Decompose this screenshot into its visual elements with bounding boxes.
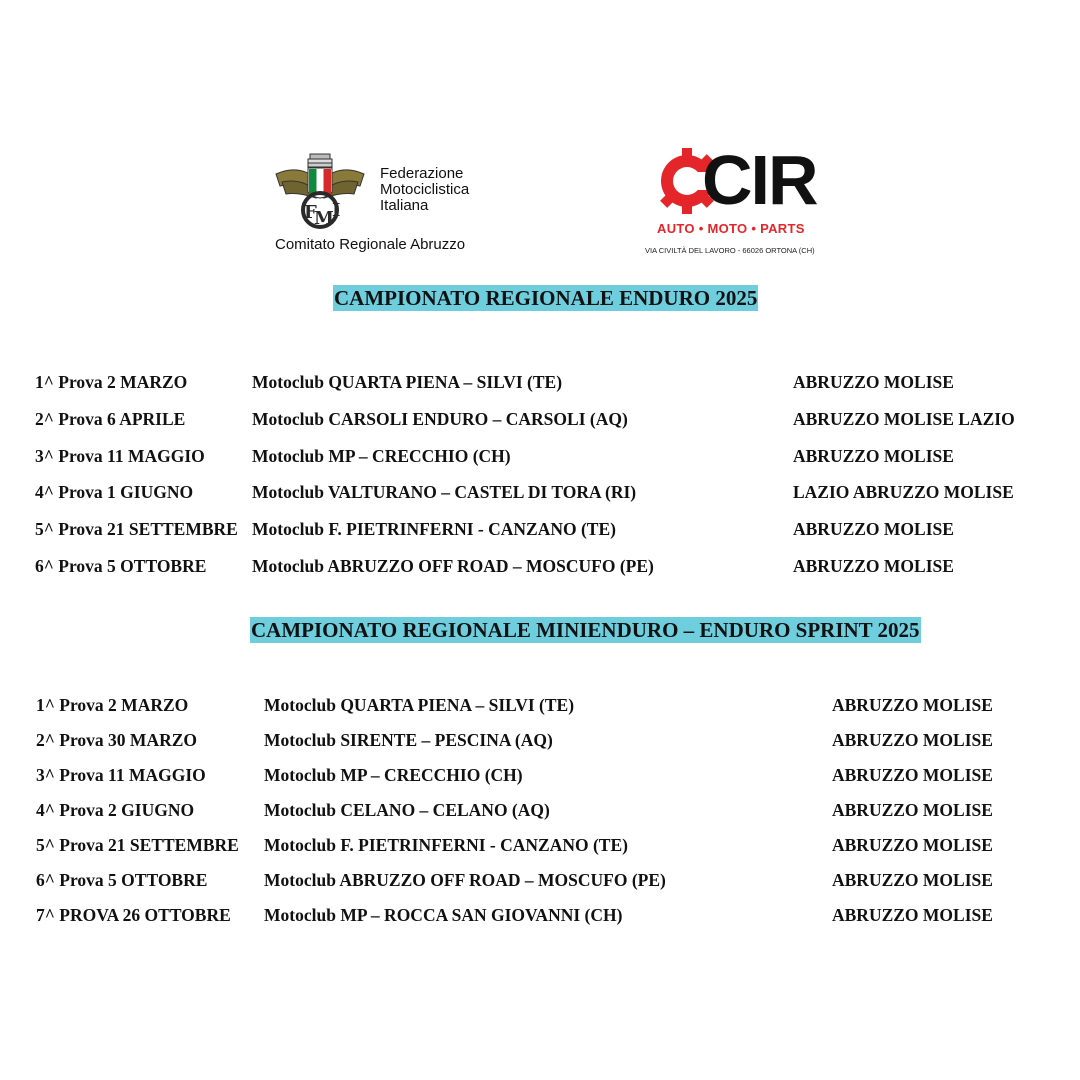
event-region: ABRUZZO MOLISE [832,835,993,855]
svg-text:M: M [314,208,334,229]
event-date: 7^ PROVA 26 OTTOBRE [36,905,231,925]
event-region: LAZIO ABRUZZO MOLISE [793,482,1014,502]
event-club: Motoclub QUARTA PIENA – SILVI (TE) [264,695,575,715]
event-row [0,868,1080,892]
event-club: Motoclub MP – ROCCA SAN GIOVANNI (CH) [264,905,623,925]
event-region: ABRUZZO MOLISE [832,695,993,715]
event-region: ABRUZZO MOLISE [832,870,993,890]
event-club: Motoclub ABRUZZO OFF ROAD – MOSCUFO (PE) [252,556,654,576]
event-date: 6^ Prova 5 OTTOBRE [36,870,208,890]
event-row [0,903,1080,927]
fmi-winged-emblem-icon [272,152,368,232]
event-date: 5^ Prova 21 SETTEMBRE [35,519,238,539]
event-date: 4^ Prova 1 GIUGNO [35,482,194,502]
fmi-committee: Comitato Regionale Abruzzo [275,236,466,253]
event-row [0,798,1080,822]
event-club: Motoclub SIRENTE – PESCINA (AQ) [264,730,553,750]
event-club: Motoclub CELANO – CELANO (AQ) [264,800,550,820]
event-date: 6^ Prova 5 OTTOBRE [35,556,207,576]
cir-address: VIA CIVILTÀ DEL LAVORO - 66026 ORTONA (CH) [645,246,815,255]
event-row [0,763,1080,787]
event-region: ABRUZZO MOLISE LAZIO [793,409,1015,429]
event-row [0,480,1080,504]
event-club: Motoclub QUARTA PIENA – SILVI (TE) [252,372,563,392]
event-date: 1^ Prova 2 MARZO [36,695,189,715]
event-row [0,407,1080,431]
event-date: 2^ Prova 6 APRILE [35,409,186,429]
event-date: 4^ Prova 2 GIUGNO [36,800,195,820]
event-row [0,370,1080,394]
event-row [0,517,1080,541]
cir-tagline: AUTO • MOTO • PARTS [657,221,805,236]
event-region: ABRUZZO MOLISE [832,765,993,785]
event-region: ABRUZZO MOLISE [832,800,993,820]
event-region: ABRUZZO MOLISE [793,446,954,466]
minienduro-title: CAMPIONATO REGIONALE MINIENDURO – ENDURO SPRINT 2025 [251,618,920,642]
event-club: Motoclub ABRUZZO OFF ROAD – MOSCUFO (PE) [264,870,666,890]
event-region: ABRUZZO MOLISE [793,372,954,392]
enduro-title: CAMPIONATO REGIONALE ENDURO 2025 [334,286,758,310]
fmi-name-line: Motociclistica [380,181,470,198]
svg-text:F: F [304,202,317,223]
event-date: 3^ Prova 11 MAGGIO [36,765,206,785]
cir-letters-text: CIR [702,141,817,219]
cir-letters [702,140,817,220]
event-club: Motoclub MP – CRECCHIO (CH) [264,765,523,785]
event-club: Motoclub CARSOLI ENDURO – CARSOLI (AQ) [252,409,628,429]
event-club: Motoclub VALTURANO – CASTEL DI TORA (RI) [252,482,637,502]
fmi-logo [270,150,500,260]
event-date: 5^ Prova 21 SETTEMBRE [36,835,239,855]
event-row [0,728,1080,752]
cir-logo [640,141,830,258]
event-club: Motoclub F. PIETRINFERNI - CANZANO (TE) [252,519,616,539]
event-date: 3^ Prova 11 MAGGIO [35,446,205,466]
event-date: 1^ Prova 2 MARZO [35,372,188,392]
fmi-name-line: Federazione [380,165,464,182]
fmi-name-line: Italiana [380,197,429,214]
event-date: 2^ Prova 30 MARZO [36,730,198,750]
event-row [0,833,1080,857]
event-row [0,693,1080,717]
event-club: Motoclub MP – CRECCHIO (CH) [252,446,511,466]
event-region: ABRUZZO MOLISE [793,519,954,539]
event-region: ABRUZZO MOLISE [832,730,993,750]
event-club: Motoclub F. PIETRINFERNI - CANZANO (TE) [264,835,628,855]
svg-text:I: I [332,200,341,221]
event-row [0,554,1080,578]
event-row [0,444,1080,468]
event-region: ABRUZZO MOLISE [793,556,954,576]
event-region: ABRUZZO MOLISE [832,905,993,925]
fmi-name [380,166,469,214]
